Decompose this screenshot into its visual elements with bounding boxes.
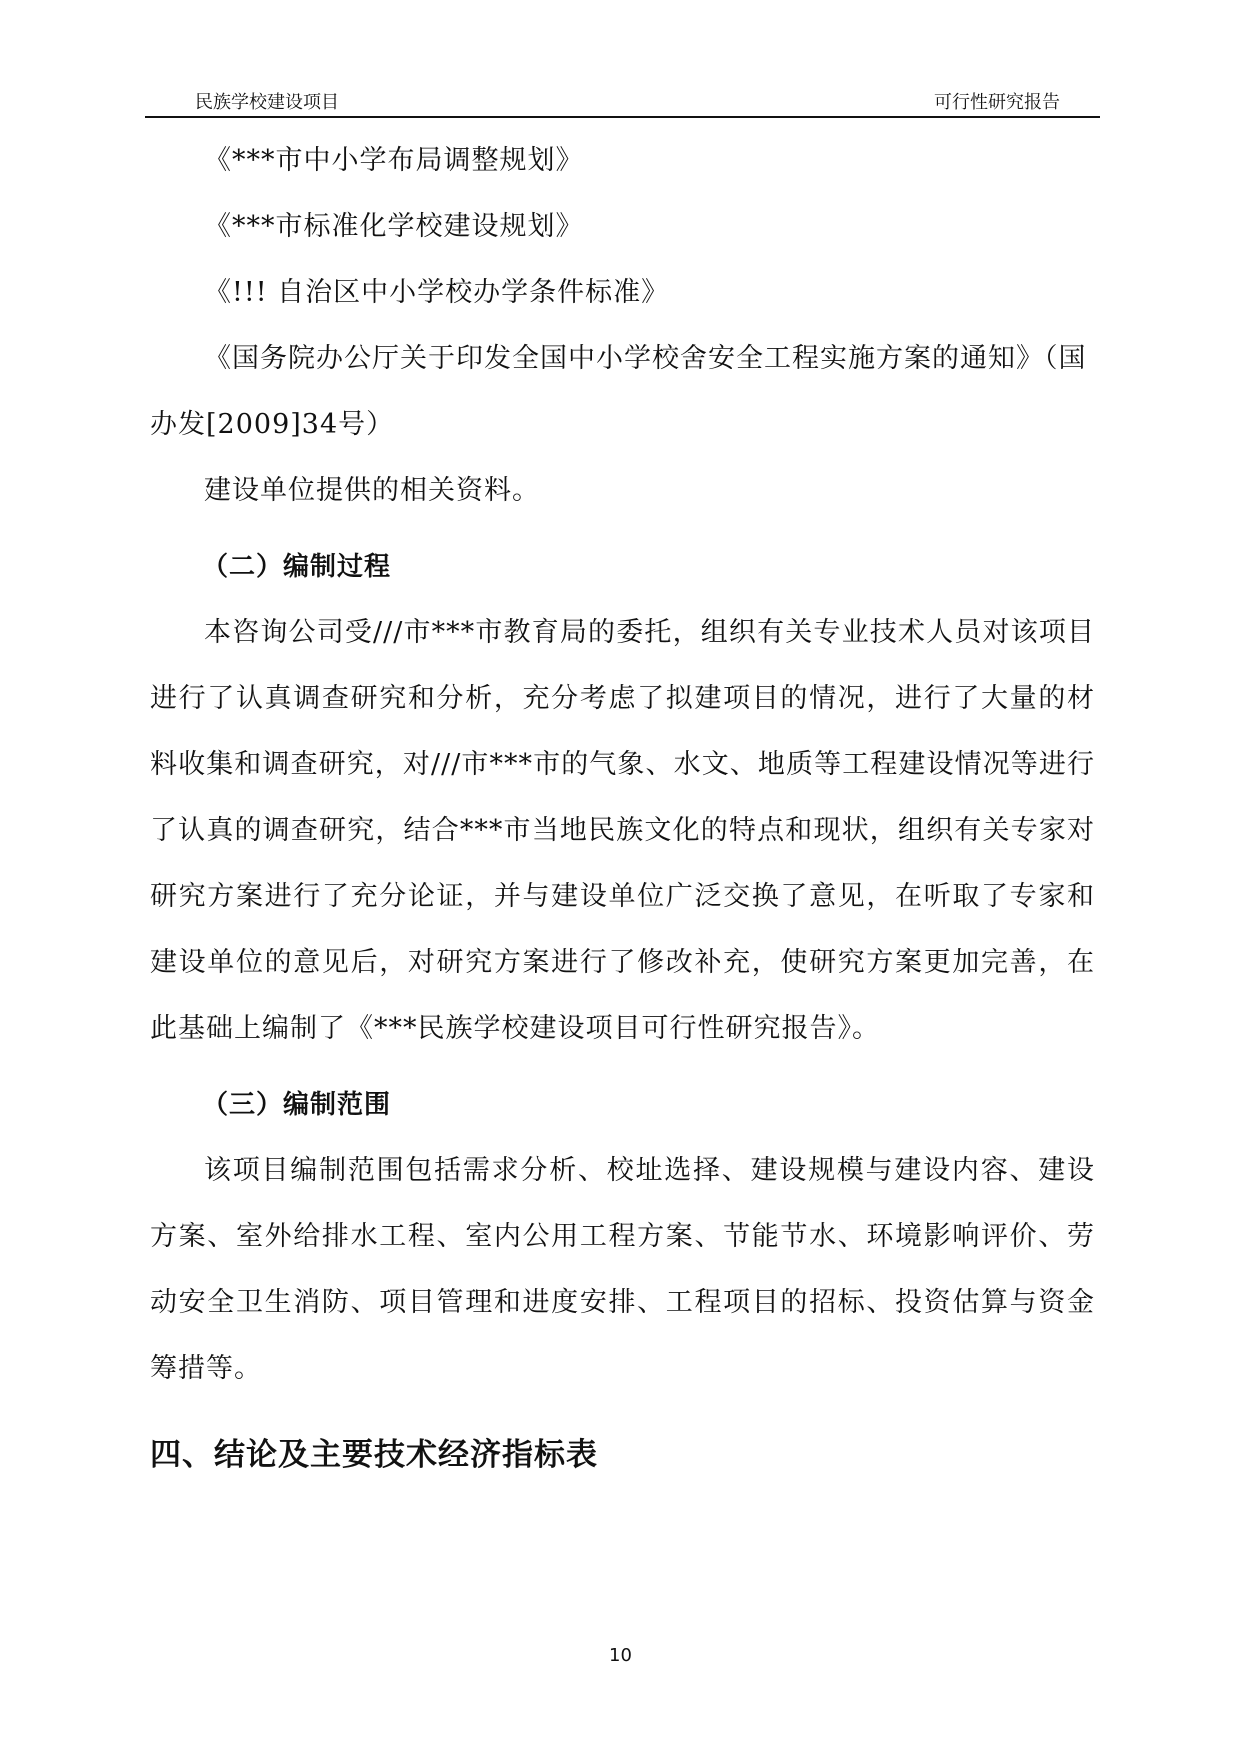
reference-item: 《***市标准化学校建设规划》	[204, 211, 584, 242]
reference-item: 《国务院办公厅关于印发全国中小学校舍安全工程实施方案的通知》（国办发[2009]34号）	[150, 343, 1087, 440]
section-heading-process: （二）编制过程	[202, 552, 392, 582]
page-content	[150, 128, 1095, 1488]
section-body-scope: 该项目编制范围包括需求分析、校址选择、建设规模与建设内容、建设方案、室外给排水工程、室内公用工程方案、节能节水、环境影响评价、劳动安全卫生消防、项目管理和进度安排、工程项目的招标、投资估算与资金筹措等。	[150, 1155, 1095, 1384]
page-header	[145, 82, 1100, 118]
chapter-heading-conclusion: 四、结论及主要技术经济指标表	[150, 1437, 598, 1473]
reference-item: 建设单位提供的相关资料。	[204, 475, 540, 506]
section-heading-scope: （三）编制范围	[202, 1090, 392, 1120]
page-number: 10	[609, 1645, 632, 1666]
reference-item: 《!!! 自治区中小学校办学条件标准》	[204, 277, 670, 308]
section-body-process: 本咨询公司受///市***市教育局的委托，组织有关专业技术人员对该项目进行了认真调查研究和分析，充分考虑了拟建项目的情况，进行了大量的材料收集和调查研究，对///市***市的气象、水文、地质等工程建设情况等进行了认真的调查研究，结合***市当地民族文化的特点和现状，组织有关专家对研究方案进行了充分论证，并与建设单位广泛交换了意见，在听取了专家和建设单位的意见后，对研究方案进行了修改补充，使研究方案更加完善，在此基础上编制了《***民族学校建设项目可行性研究报告》。	[150, 617, 1095, 1044]
header-report-type: 可行性研究报告	[934, 92, 1060, 113]
header-project-title: 民族学校建设项目	[195, 92, 339, 113]
reference-item: 《***市中小学布局调整规划》	[204, 145, 584, 176]
